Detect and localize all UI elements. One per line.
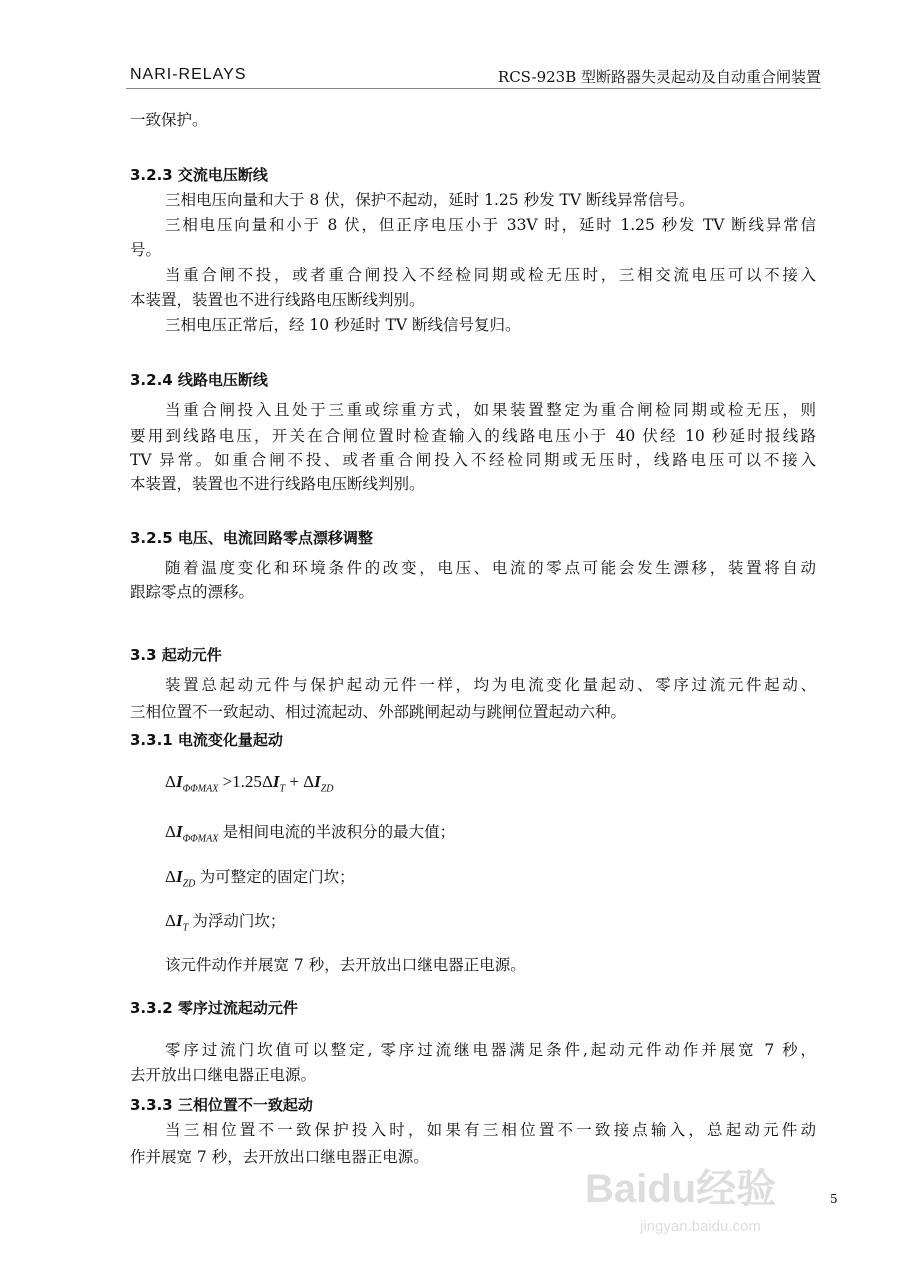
text-line: 装置总起动元件与保护起动元件一样，均为电流变化量起动、零序过流元件起动、 (165, 676, 816, 694)
text-line: 三相电压正常后，经 10 秒延时 TV 断线信号复归。 (165, 316, 521, 334)
section-heading: 3.2.3 交流电压断线 (130, 166, 268, 184)
text-line: 当重合闸投入且处于三重或综重方式，如果装置整定为重合闸检同期或检无压，则 (165, 401, 816, 419)
page-number: 5 (830, 1192, 838, 1206)
text-line: 作并展宽 7 秒，去开放出口继电器正电源。 (130, 1148, 429, 1166)
section-heading: 3.3.2 零序过流起动元件 (130, 999, 298, 1017)
text-line: 三相电压向量和小于 8 伏，但正序电压小于 33V 时，延时 1.25 秒发 TV 断线异常信 (165, 216, 816, 234)
section-heading: 3.2.5 电压、电流回路零点漂移调整 (130, 529, 373, 547)
definition-line: $\Delta I_{ZD}$ 为可整定的固定门坎； (165, 867, 355, 890)
section-heading: 3.3.1 电流变化量起动 (130, 731, 283, 749)
text-line: 要用到线路电压，开关在合闸位置时检查输入的线路电压小于 40 伏经 10 秒延时报线路 (130, 427, 816, 445)
text-line: 跟踪零点的漂移。 (130, 583, 255, 601)
header-left: NARI-RELAYS (130, 66, 247, 83)
watermark-url: jingyan.baidu.com (640, 1218, 761, 1235)
section-heading: 3.3 起动元件 (130, 646, 222, 664)
text-line: 当三相位置不一致保护投入时，如果有三相位置不一致接点输入，总起动元件动 (165, 1121, 816, 1139)
definition-line: $\Delta I_{\Phi\Phi MAX}$ 是相间电流的半波积分的最大值； (165, 822, 456, 845)
text-line: 号。 (130, 241, 162, 259)
text-line: 三相位置不一致起动、相过流起动、外部跳闸起动与跳闸位置起动六种。 (130, 703, 627, 721)
text-line: 本装置，装置也不进行线路电压断线判别。 (130, 291, 425, 309)
definition-line: $\Delta I_T$ 为浮动门坎； (165, 911, 286, 934)
header-rule (126, 88, 821, 89)
section-heading: 3.3.3 三相位置不一致起动 (130, 1096, 313, 1114)
watermark-logo: Baidu经验 (585, 1167, 777, 1211)
section-heading: 3.2.4 线路电压断线 (130, 371, 268, 389)
text-line: 零序过流门坎值可以整定, 零序过流继电器满足条件,起动元件动作并展宽 7 秒， (165, 1041, 816, 1059)
text-line: 去开放出口继电器正电源。 (130, 1066, 317, 1084)
text-line: 随着温度变化和环境条件的改变，电压、电流的零点可能会发生漂移，装置将自动 (165, 559, 816, 577)
header-right: RCS-923B 型断路器失灵起动及自动重合闸装置 (497, 68, 821, 86)
formula: $\Delta I_{\Phi\Phi MAX} >1.25\Delta I_T + \Delta I_{ZD}$ (165, 772, 334, 795)
text-line: 本装置，装置也不进行线路电压断线判别。 (130, 475, 425, 493)
text-line: 三相电压向量和大于 8 伏，保护不起动，延时 1.25 秒发 TV 断线异常信号。 (165, 191, 695, 209)
text-line: TV 异常。如重合闸不投、或者重合闸投入不经检同期或无压时，线路电压可以不接入 (130, 451, 816, 469)
text-line: 该元件动作并展宽 7 秒，去开放出口继电器正电源。 (165, 956, 526, 974)
text-line: 当重合闸不投，或者重合闸投入不经检同期或检无压时，三相交流电压可以不接入 (165, 266, 816, 284)
text-line: 一致保护。 (130, 111, 208, 129)
